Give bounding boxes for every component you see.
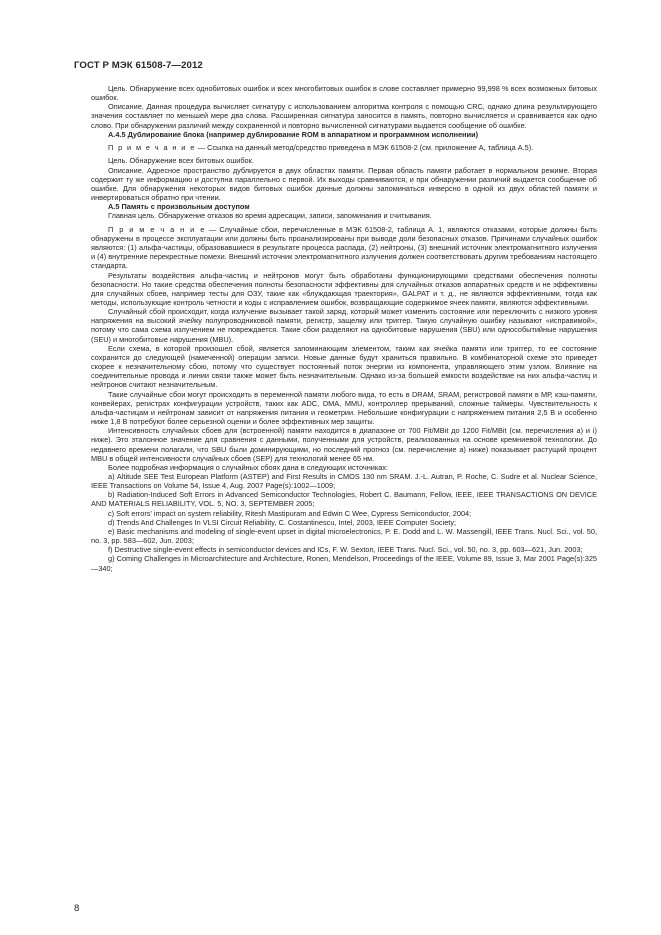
reference-item: e) Basic mechanisms and modeling of single-event upset in digital microelectronics, P. E. Dodd and L. W. Massengill, IEEE Trans. Nucl. Sci., vol. 50, no. 3, pp. 583—602, Jun. 2003;: [91, 526, 597, 546]
section-heading: А.4.5 Дублирование блока (например дублирование ROM в аппаратном и программном исполнении): [108, 129, 479, 139]
note-paragraph: [91, 225, 597, 271]
paragraph: Если схема, в которой произошел сбой, является запоминающим элементом, таким как ячейка памяти или триггер, то ее состояние сохранится до следующей (намеченной) операции записи. Новые данные будут храниться правильно. В комбинаторной схеме это приведет скорее к незначительному сбою, потому что существует постоянный поток энергии из компонента, управляющего этим узлом. Влияние на соединительные провода и линии связи также может быть незначительным. Однако из-за большей емкости воздействие на них альфа-частиц и нейтронов считают незначительным.: [91, 343, 597, 390]
note-text: — Ссылка на данный метод/средство приведена в МЭК 61508-2 (см. приложение А, таблица А.5).: [195, 143, 534, 153]
paragraph: Интенсивность случайных сбоев для (встроенной) памяти находится в диапазоне от 700 Fit/MBit до 1200 Fit/MBit (см. перечисления а) и і) ниже). Это эталонное значение для сравнения с данными, полученными для устройств, реализованных на основе кремниевой технологии. До недавнего времени полагали, что SBU были доминирующими, но последний прогноз (см. перечисление а) ниже) показывает растущий процент MBU в общей интенсивности случайных сбоев (SEP) для технологий менее 65 нм.: [91, 426, 597, 463]
paragraph: Цель. Обнаружение всех битовых ошибок.: [108, 156, 254, 166]
reference-item: g) Coming Challenges in Microarchitecture and Architecture, Ronen, Mendelson, Proceedings of the IEEE, Volume 89, Issue 3, Mar 2001 Page(s):325—340;: [91, 554, 597, 573]
section-heading: А.5 Память с произвольным доступом: [108, 202, 250, 212]
reference-item: b) Radiation-Induced Soft Errors in Advanced Semiconductor Technologies, Robert C. Baumann, Fellow, IEEE, IEEE TRANSACTIONS ON DEVICE AND MATERIALS RELIABILITY, VOL. 5, NO. 3, SEPTEMBER 2005;: [91, 490, 597, 509]
paragraph: Описание. Данная процедура вычисляет сигнатуру с использованием алгоритма контроля с помощью CRC, однако длина результирующего значения составляет по меньшей мере два слова. Расширенная сигнатура заносится в память, повторно вычисляется и сравнивается как одно слово. При обнаружении различий между сохраненной и повторно вычисленной сигнатурами выдается сообщение об ошибке.: [91, 102, 597, 130]
running-header: ГОСТ Р МЭК 61508-7—2012: [74, 60, 203, 71]
paragraph: Результаты воздействия альфа-частиц и нейтронов могут быть обработаны функционирующими средствами обеспечения полноты безопасности. Но такие средства обеспечения полноты безопасности эффективны для случайных отказов аппаратных средств и не эффективны для случайных сбоев, например тесты для ОЗУ, такие как «блуждающая траектория», GALPAT и т. д., не являются эффективными, тогда как методы, использующие контроль четности и коды с исправлением ошибок, возвращающие содержимое ячеек памяти, являются эффективными.: [91, 270, 597, 307]
reference-item: d) Trends And Challenges In VLSI Circuit Reliability, C. Costantinescu, Intel, 2003, IEEE Computer Society;: [108, 517, 457, 527]
reference-item: c) Soft errors' impact on system reliability, Ritesh Mastipuram and Edwin C Wee, Cypress Semiconductor, 2004;: [108, 508, 472, 518]
paragraph: Такие случайные сбои могут происходить в переменной памяти любого вида, то есть в DRAM, SRAM, регистровой памяти в МР, кэш-памяти, конвейерах, регистрах конфигурации устройств, таких как ADC, DMA, MMU, контроллер прерываний, сложные таймеры. Чувствительность к альфа-частицам и нейтронам зависит от напряжения питания и геометрии. Небольшие конфигурации с напряжением питания 2,5 В и особенно ниже 1,8 В потребуют более серьезной оценки и более эффективных мер защиты.: [91, 389, 597, 427]
paragraph: Цель. Обнаружение всех однобитовых ошибок и всех многобитовых ошибок в слове составляет примерно 99,998 % всех возможных битовых ошибок.: [91, 84, 597, 103]
paragraph: Более подробная информация о случайных сбоях дана в следующих источниках:: [108, 462, 389, 472]
paragraph: Главная цель. Обнаружение отказов во время адресации, записи, запоминания и считывания.: [108, 211, 432, 221]
paragraph: Случайный сбой происходит, когда излучение вызывает такой заряд, который может изменить состояние или переключить с низкого уровня напряжения на высокий ячейку полупроводниковой памяти, регистр, защелку или триггер. Такую случайную ошибку называют «исправимой», потому что сама схема излучением не повреждается. Такие сбои разделяют на однобитовые нарушения (SBU) или однособытийные нарушения (SEU) и многобитовые нарушения (MBU).: [91, 307, 597, 344]
note-paragraph: [91, 143, 597, 152]
reference-item: f) Destructive single-event effects in semiconductor devices and ICs, F. W. Sexton, IEEE Trans. Nucl. Sci., vol. 50, no. 3, pp. 603—621, Jun. 2003;: [108, 545, 583, 555]
reference-item: а) Altitude SEE Test European Platform (ASTEP) and First Results in CMOS 130 nm SRAM. J.-L. Autran, P. Roche, C. Sudre et al. Nuclear Science, IEEE Transactions on Volume 54, Issue 4, Aug. 2007 Page(s):1002—1009;: [91, 471, 597, 491]
paragraph: Описание. Адресное пространство дублируется в двух областях памяти. Первая область памяти работает в нормальном режиме. Вторая содержит ту же информацию и доступна параллельно с первой. Их выходы сравниваются, и при обнаружении различий выдается сообщение об ошибке. Для обнаружения некоторых видов битовых ошибок данные должны запоминаться инверсно в одной из двух областей памяти и инвертироваться обратно при чтении.: [91, 165, 597, 203]
note-label: П р и м е ч а н и е: [108, 224, 206, 234]
body-text: [91, 84, 597, 573]
page-number: 8: [74, 903, 80, 914]
note-text: — Случайные сбои, перечисленные в МЭК 61508-2, таблица А. 1, являются отказами, которые должны быть обнаружены в процессе эксплуатации или должны быть проанализированы при выводе доли безопасных отказов. Причинами случайных ошибок являются: (1) альфа-частицы, образовавшиеся в результате процесса распада, (2) нейтроны, (3) внешний источник электромагнитного излучения и (4) внутренние перекрестные помехи. Внешний источник электромагнитного излучения должен соответствовать другим требованиям настоящего стандарта.: [91, 224, 598, 271]
note-label: П р и м е ч а н и е: [108, 143, 196, 153]
